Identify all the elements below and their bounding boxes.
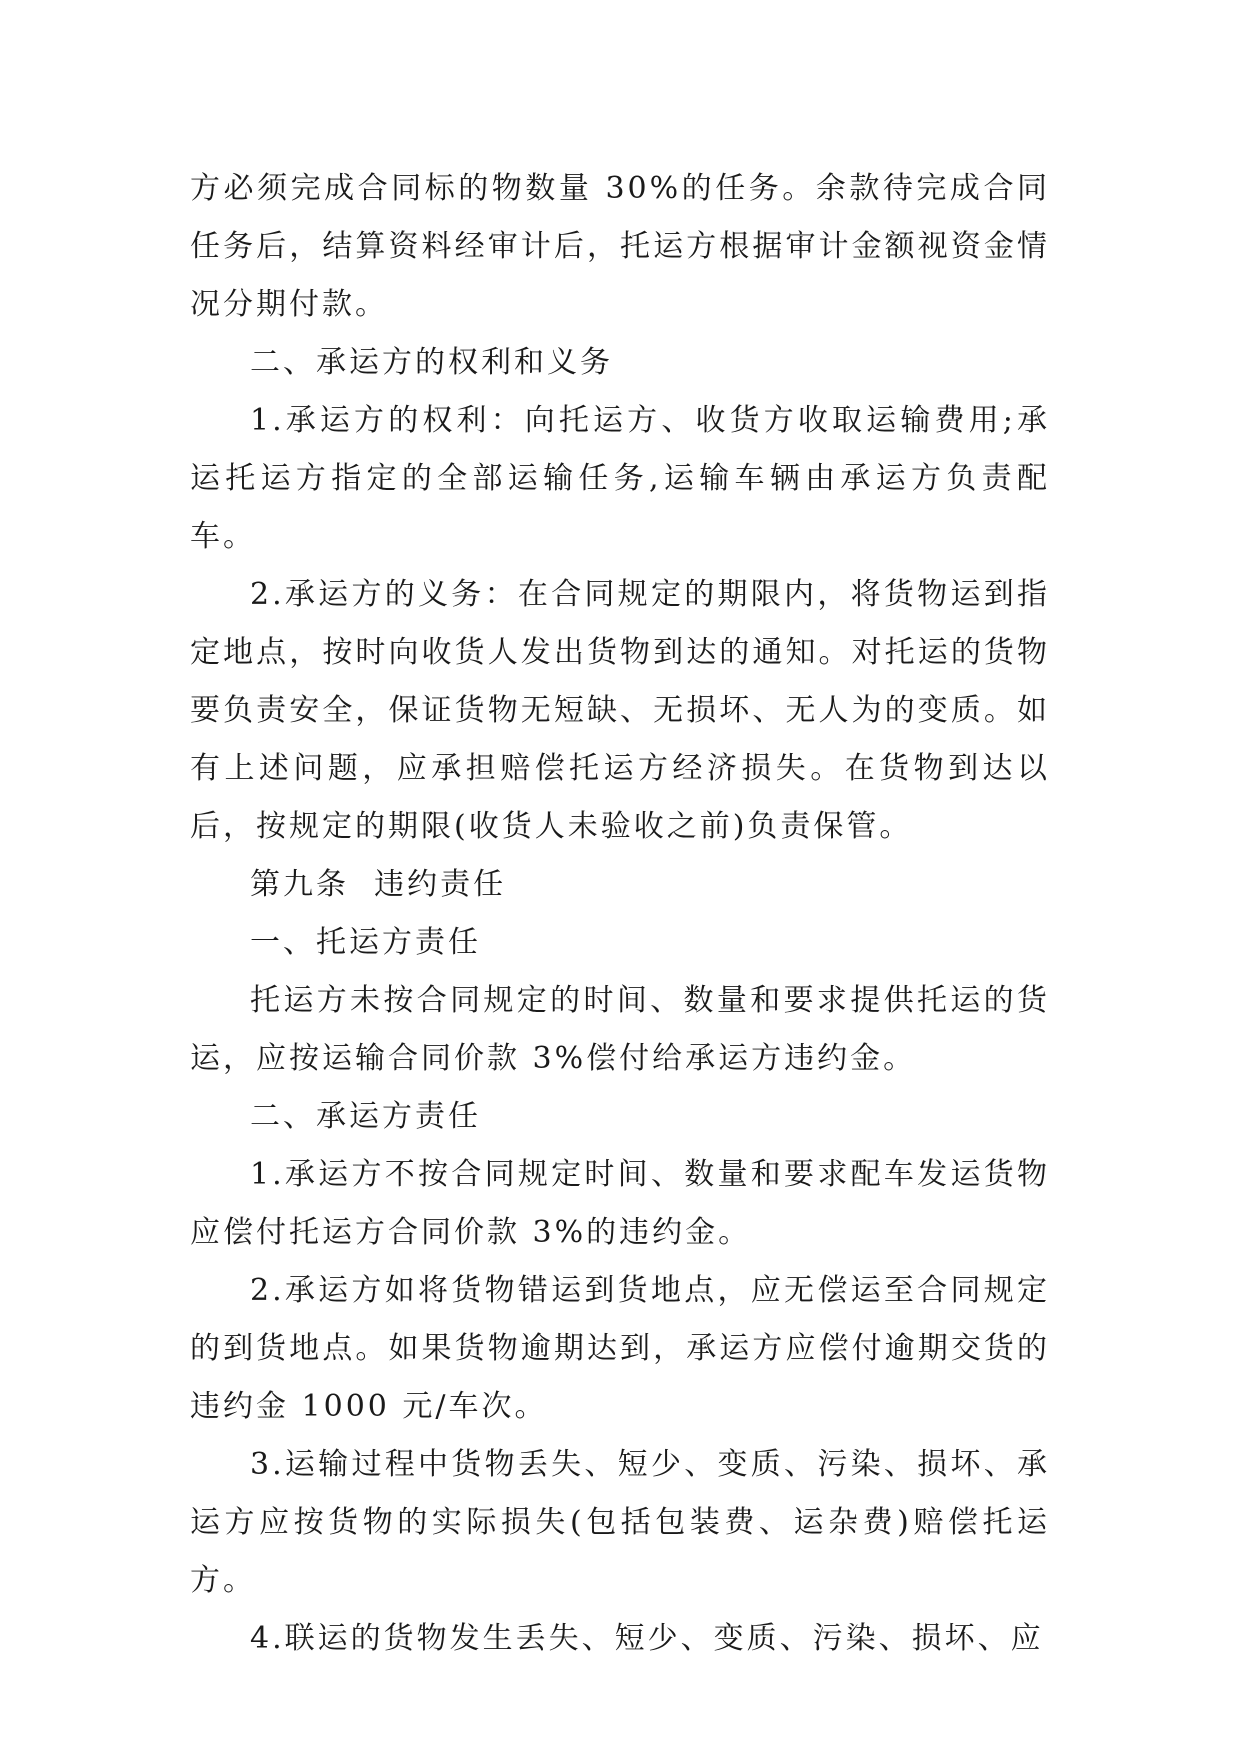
article-heading: 第九条 违约责任 <box>250 867 507 902</box>
paragraph: 1.承运方不按合同规定时间、数量和要求配车发运货物应偿付托运方合同价款 3%的违约金。 <box>190 1157 1050 1250</box>
section-heading: 二、承运方责任 <box>250 1099 481 1134</box>
paragraph: 方必须完成合同标的物数量 30%的任务。余款待完成合同任务后，结算资料经审计后，托运方根据审计金额视资金情况分期付款。 <box>190 171 1050 322</box>
paragraph: 3.运输过程中货物丢失、短少、变质、污染、损坏、承运方应按货物的实际损失(包括包装费、运杂费)赔偿托运方。 <box>190 1447 1050 1598</box>
document-body <box>190 160 1050 1668</box>
section-heading: 一、托运方责任 <box>250 925 481 960</box>
paragraph: 托运方未按合同规定的时间、数量和要求提供托运的货运，应按运输合同价款 3%偿付给承运方违约金。 <box>190 983 1050 1076</box>
paragraph: 1.承运方的权利：向托运方、收货方收取运输费用;承运托运方指定的全部运输任务,运输车辆由承运方负责配车。 <box>190 403 1050 554</box>
paragraph: 2.承运方如将货物错运到货地点，应无偿运至合同规定的到货地点。如果货物逾期达到，承运方应偿付逾期交货的违约金 1000 元/车次。 <box>190 1273 1050 1424</box>
paragraph: 4.联运的货物发生丢失、短少、变质、污染、损坏、应 <box>250 1621 1044 1656</box>
section-heading: 二、承运方的权利和义务 <box>250 345 613 380</box>
paragraph: 2.承运方的义务：在合同规定的期限内，将货物运到指定地点，按时向收货人发出货物到达的通知。对托运的货物要负责安全，保证货物无短缺、无损坏、无人为的变质。如有上述问题，应承担赔偿托运方经济损失。在货物到达以后，按规定的期限(收货人未验收之前)负责保管。 <box>190 577 1050 844</box>
